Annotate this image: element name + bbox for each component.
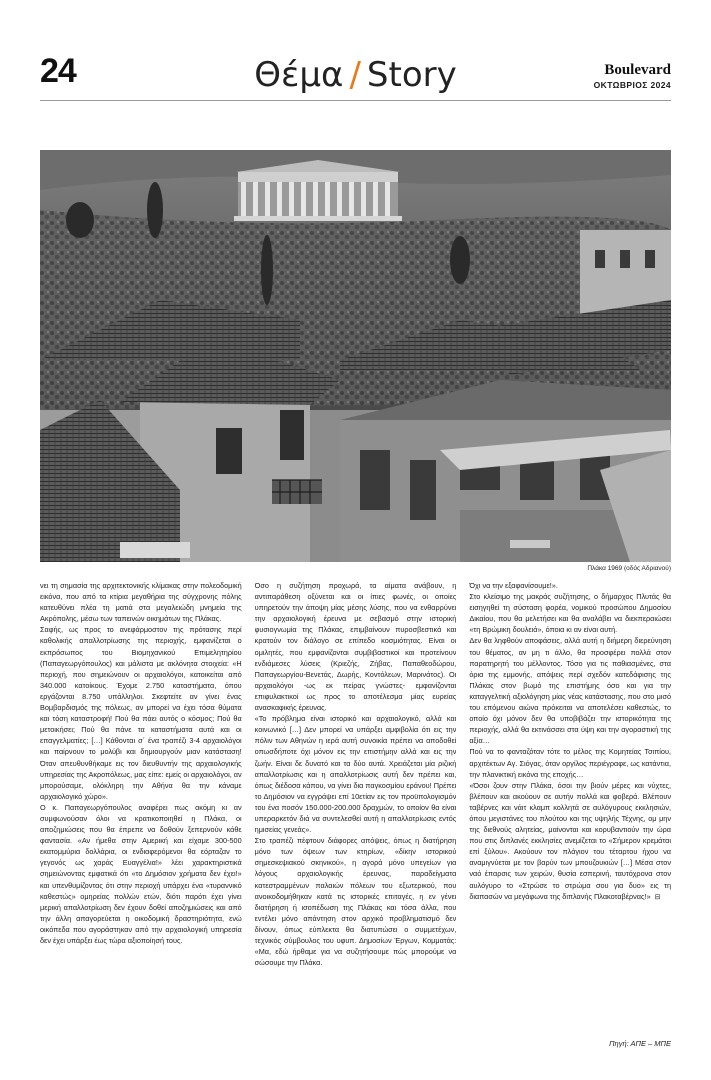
paragraph: «Το πρόβλημα είναι ιστορικό και αρχαιολογικό, αλλά και κοινωνικό […] Δεν μπορεί να υπάρξει αμφιβολία ότι εις την πόλιν των Αθηνών η ιερά αυτή συνοικία πρέπει να αποδοθεί οπωσδήποτε όχι μόνον εις την επιστήμην αλλά και εις την ζωήν. Είναι δε δυνατό και τα δύο αυτά. Χρειάζεται μία ριζική απαλλοτρίωσις και η απαλλοτρίωσις αυτή δεν πρέπει και, όπως διέδοσα κάπου, να γίνει δια παγκοσμίου εράνου! Πρέπει το Δημόσιον να εγγράψει επί 10ετίαν εις τον προϋπολογισμόν του ένα ποσόν 150.000-200.000 δραχμών, το οποίον θα είναι υπεραρκετόν διά να συντελεσθεί αυτή η απαλλοτρίωσις εντός ημισείας γενεάς». [254,714,457,835]
article-column-1 [40,580,242,1035]
paragraph: Σαφής, ως προς το ανεφάρμοστον της πρότασης περί καθολικής απαλλοτρίωσης της περιοχής, εμφανίζεται ο εκπρόσωπος του Βιομηχανικού Επιμελητηρίου (Παπαγεωργόπουλος) και μάλιστα με ακλόνητα στοιχεία: «Η περιοχή, που σημειώνουν οι αρχαιολόγοι, κατοικείται από 340.000 κατοίκους. Έχομε 2.750 καταστήματα, όπου εργάζονται 8.750 υπάλληλοι. Σκεφτείτε αν γίνει ένας Βομβαρδισμός της πόλεως, αν μπορεί να έχει τόσα θύματα και τόση καταστροφή! Πού θα πάει αυτός ο κόσμος; Πού θα μετοικήσει; Πού θα πάνε τα καταστήματα αυτά και οι επαγγελματίες; […] Κάθονται σ΄ ένα τραπέζι 3-4 αρχαιολόγοι και παίρνουν το μολύβι και δημιουργούν μιαν κατάσταση! Όταν απευθυνθήκαμε εις τον διευθυντήν της αρχαιολογικής υπηρεσίας της Ακροπόλεως, μας είπε: εμείς οι αρχαιολόγοι, αν μπορούσαμε, ολόκληρη την Αθήνα θα την κάναμε αρχαιολογικό χώρο». [40,625,242,801]
paragraph: νει τη σημασία της αρχιτεκτονικής κλίμακας στην πολεοδομική εικόνα, που από τα κτίρια μεγαθήρια της σύγχρονης πόλης κατευθύνει πλέα τη ματιά στα μεγαλειώδη μνημεία της Ακρόπολης, μέσω των ταπεινών οικημάτων της Πλάκας. [40,581,242,624]
section-title-english: Story [366,55,457,95]
article-column-2 [255,580,457,1035]
article-body [40,580,671,1035]
paragraph: Στο τραπέζι πέφτουν διάφορες απόψεις, όπως η διατήρηση μόνο των όψεων των κτηρίων, «δίκην ιστορικού σημεσκεψιακού σκηνικού», η αγορά μόνο υπεγείων για λόγους αρχαιολογικής έρευνας, παραδείγματα κατεστραμμένων παλαιών πόλεων του εξωτερικού, που ανοικοδομήθηκαν κατά τις ιστορικές επιταγές, η εν γένει διατήρηση ή ισοπέδωση της Πλάκας και τόσα άλλα, που εντέλει μόνο απάντηση στον αρχικό προβληματισμό δεν δίνουν, όπως εύπλεκτα θα διατυπώσει ο συμμετέχων, τεχνικός σύμβουλος του υφυπ. Δημοσίων Έργων, Κομματάς: «Μα, εδώ ήρθαμε για να συζητήσουμε πώς μπορούμε να σώσουμε την Πλάκα. [254,836,457,968]
page-number: 24 [40,52,76,90]
article-column-3 [469,580,671,1035]
issue-date: ΟΚΤΩΒΡΙΟΣ 2024 [593,80,671,90]
brand-block [594,63,671,90]
paragraph-text: «Όσοι ζουν στην Πλάκα, όσοι την βιούν μέρες και νύχτες, βλέπουν και ακούουν σε αυτήν πολλά και φοβερά. Βλέπουν ταβέρνες και νάιτ κλαμπ κολλητά σε αυλόγυρους εκκλησιών, όπου μεγιστάνες του πλούτου και της υψηλής Τέχνης, ομ μην της διεθνούς αλητείας, μαίνονται και κορυβαντιούν την ώρα που στις διπλανές εκκλησίες ανεμίζεται το «Σήμερον κρεμάται επί ξύλου». Ακούουν τον πλάγιον του τέταρτου ήχου να αναμιγνύεται με τον βαρύν των μπουζουκιών […] Μέσα στον ναό έπαρσις των χειρών, θυσία εσπερινή, ταυτόχρονα στον αυλόγυρο το «Στρώσε το στρώμα σου για δυο» εις τη διαπασών να μεγάφωνα της διπλανής Πλακοταβέρνας!» [469,780,672,901]
paragraph: Πού να το φανταζόταν τότε το μέλος της Κομητείας Τσιπίου, αρχιτέκτων Αγ. Σιόγας, όταν οργίλος περιέγραφε, ως κατάντια, την πλανικτική εικόνα της εποχής… [469,747,672,779]
paragraph: Δεν θα ληφθούν αποφάσεις, αλλά αυτή η διήμερη διερεύνηση του θέματος, αν μη τι άλλο, θα προσφέρει πολλά στον παρατηρητή του μέλλοντος. Τόσο για τις παθιασμένες, στα όρια της εμμονής, απόψεις περί σχεδόν κατεδάφισης της Πλάκας στον βωμό της επιστήμης όσο και για την καταγγελτική αξιολόγηση μίας νέας κατάστασης, που στο μισό του επόμενου αιώνα πρόκειται να αποτελέσει καθεστώς, το οποίο όχι μόνον δεν θα υποβιβάζει την ιστορικότητα της περιοχής, αλλά θα εκτινάσσει στα ύψη και την αγοραστική της αξία… [469,636,672,746]
paragraph [469,780,671,903]
brand-name: Boulevard [604,62,671,78]
section-title-greek: Θέμα [254,55,344,95]
paragraph: Στο κλείσιμο της μακράς συζήτησης, ο δήμαρχος Πλυτάς θα εισηγηθεί τη σύσταση φορέα, νομικού προσώπου Δημοσίου Δικαίου, που θα μελετήσει και θα αναλάβει να διεκπεραιώσει «τη Βρώμικη δουλειά», όποια κι αν είναι αυτή. [469,592,672,635]
article-photo [40,150,671,562]
section-title-slash: / [349,55,361,95]
paragraph: Ο κ. Παπαγεωργόπουλος αναφέρει πως ακόμη κι αν συμφωνούσαν όλοι να κρατικοποιηθεί η Πλάκα, οι αποζημιώσεις που θα έπρεπε να δοθούν ξεπερνούν κάθε φαντασία. «Αν ήμεθα στην Αμερική και είχαμε 300-500 εκατομμύρια δολλάρια, οι ενδιαφερόμενοι θα εόρταζαν το γεγονός ως χαράς Ευαγγέλια!» λέει χαρακτηριστικά σημειώνοντας εμφατικά ότι «το Δημόσιον χρήματα δεν έχει!» και υπενθυμίζοντας ότι στην περιοχή υπάρχει ένα «τυραννικό καθεστώς» ομηρείας πολλών ετών, διότι παρότι έχει γίνει μερική απαλλοτρίωση δεν έχουν δοθεί αποζημιώσεις και από την άλλη απαγορεύεται η οικοδομική δραστηριότητα, ενώ οικόπεδα που αγοράστηκαν από την αρχαιολογική υπηρεσία δεν έχει υπάρξει έως τώρα αξιοποίησή τους. [40,802,242,945]
header-rule [40,100,671,101]
source-credit: Πηγή: ΑΠΕ – ΜΠΕ [609,1039,671,1048]
paragraph: Όσο η συζήτηση προχωρά, τα αίματα ανάβουν, η αντιπαράθεση οξύνεται και οι ίπιες φωνές, οι οποίες υπηρετούν την άποψη μίας μέσης λύσης, που να ενθαρρύνει την αρχαιολογική έρευνα με σεβασμό στην ιστορική φυσιογνωμία της Πλάκας, επιμβαίνουν πυροσβεστικά και κρατούν τον διάλογο σε επίπεδο κοσμιότητας. Είναι οι ομιλητές, που εμφανίζονται συμβιβαστικοί και προτείνουν ενδιάμεσες λύσεις (Κριεζής, Ζήβας, Παπαθεοδώρου, Παπαγεωργίου-Βενετάς, Δωρής, Κοντόλεων, Μαρινάτος). Οι αρχαιολόγοι -ως εκ πείρας γνώστες- εμφανίζονται επιφυλακτικοί ως προς το αποτέλεσμα μίας ευρείας ανασκαφικής έρευνας. [254,581,457,713]
photo-caption: Πλάκα 1969 (οδός Αδριανού) [587,565,671,572]
paragraph: Όχι να την εξαφανίσουμε!». [469,581,558,590]
end-mark-icon: ⊟ [654,893,661,901]
